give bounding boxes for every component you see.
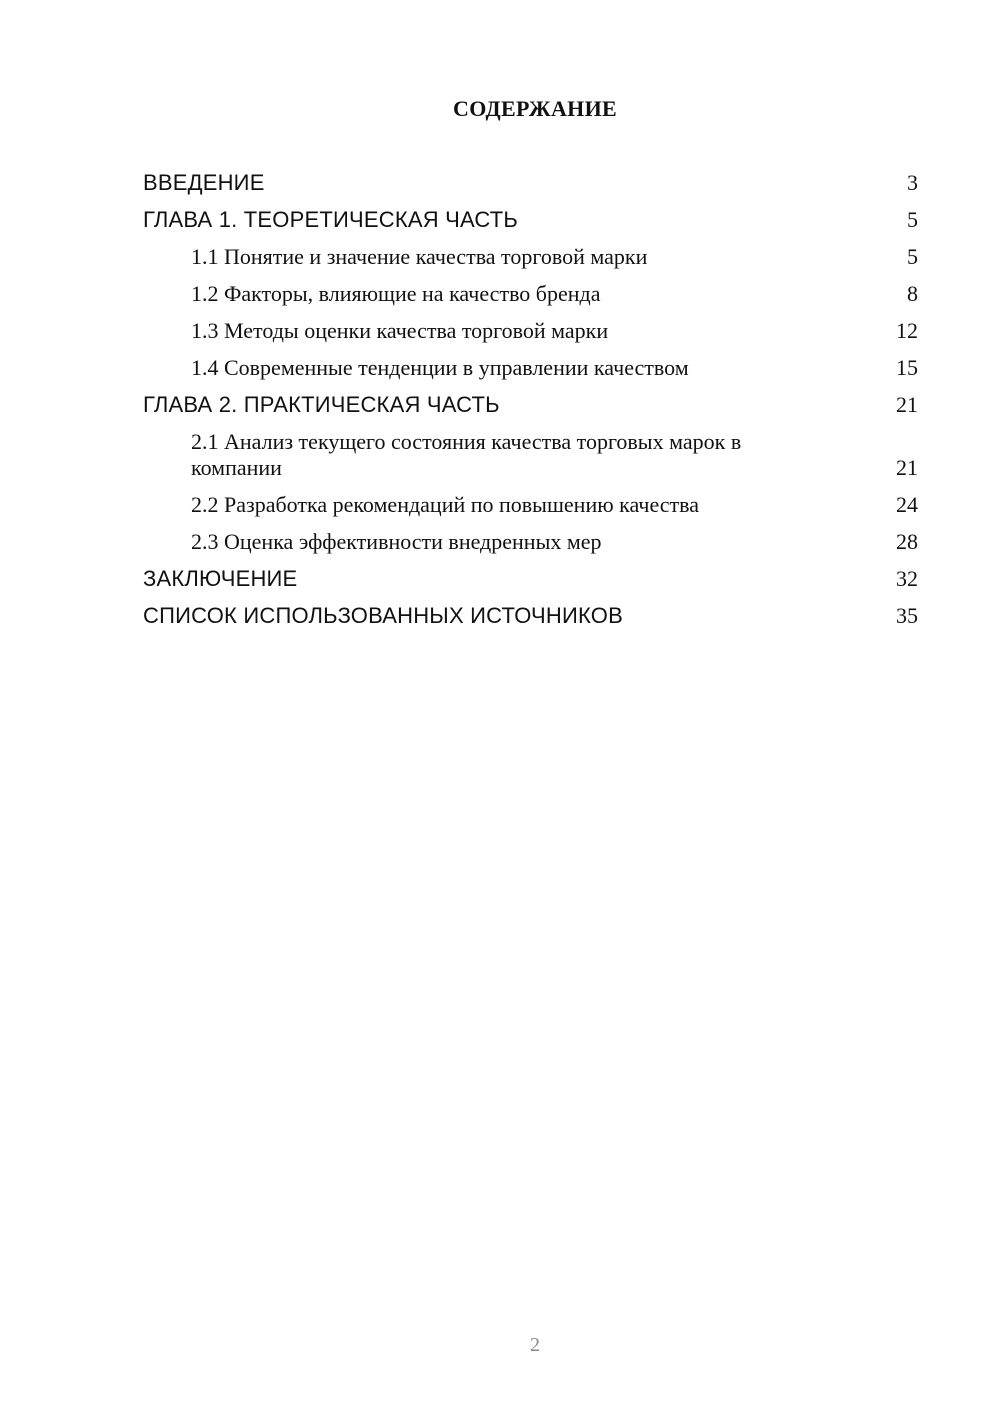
page-title: СОДЕРЖАНИЕ xyxy=(453,96,617,121)
toc-entry-section-2-3[interactable] xyxy=(143,529,918,555)
toc-entry-page: 15 xyxy=(896,355,918,380)
toc-entry-label: 1.2 Факторы, влияющие на качество бренда xyxy=(191,281,601,306)
toc-entry-page: 21 xyxy=(896,392,918,417)
toc-entry-label: ЗАКЛЮЧЕНИЕ xyxy=(143,566,298,591)
toc-entry-label: 1.1 Понятие и значение качества торговой марки xyxy=(191,244,648,269)
toc-entry-section-1-3[interactable] xyxy=(143,318,918,344)
toc-entry-chapter-2[interactable] xyxy=(143,392,918,418)
toc-entry-page: 24 xyxy=(896,492,918,517)
toc-entry-page: 21 xyxy=(896,455,918,480)
toc-entry-page: 5 xyxy=(907,207,918,232)
toc-entry-section-2-1[interactable] xyxy=(143,429,918,481)
toc-entry-section-2-2[interactable] xyxy=(143,492,918,518)
toc-entry-label: 2.3 Оценка эффективности внедренных мер xyxy=(191,529,602,554)
toc-entry-label: ГЛАВА 2. ПРАКТИЧЕСКАЯ ЧАСТЬ xyxy=(143,392,500,417)
toc-entry-label: 2.1 Анализ текущего состояния качества торговых марок в компании xyxy=(191,429,742,480)
toc-entry-label: СПИСОК ИСПОЛЬЗОВАННЫХ ИСТОЧНИКОВ xyxy=(143,603,623,628)
toc-entry-page: 8 xyxy=(907,281,918,306)
toc-entry-label: ГЛАВА 1. ТЕОРЕТИЧЕСКАЯ ЧАСТЬ xyxy=(143,207,519,232)
toc-entry-label: 1.3 Методы оценки качества торговой марки xyxy=(191,318,609,343)
toc-entry-page: 5 xyxy=(907,244,918,269)
toc-entry-section-1-4[interactable] xyxy=(143,355,918,381)
toc-entry-page: 35 xyxy=(896,603,918,628)
toc-entry-page: 12 xyxy=(896,318,918,343)
toc-entry-label: ВВЕДЕНИЕ xyxy=(143,170,265,195)
toc-entry-label: 1.4 Современные тенденции в управлении качеством xyxy=(191,355,689,380)
toc-entry-page: 3 xyxy=(907,170,918,195)
toc-entry-chapter-1[interactable] xyxy=(143,207,918,233)
toc-entry-label: 2.2 Разработка рекомендаций по повышению качества xyxy=(191,492,700,517)
toc-entry-section-1-2[interactable] xyxy=(143,281,918,307)
toc-entry-page: 28 xyxy=(896,529,918,554)
table-of-contents xyxy=(143,170,918,640)
toc-entry-page: 32 xyxy=(896,566,918,591)
toc-entry-introduction[interactable] xyxy=(143,170,918,196)
toc-entry-references[interactable] xyxy=(143,603,918,629)
page-number: 2 xyxy=(530,1334,540,1356)
toc-entry-section-1-1[interactable] xyxy=(143,244,918,270)
toc-entry-conclusion[interactable] xyxy=(143,566,918,592)
